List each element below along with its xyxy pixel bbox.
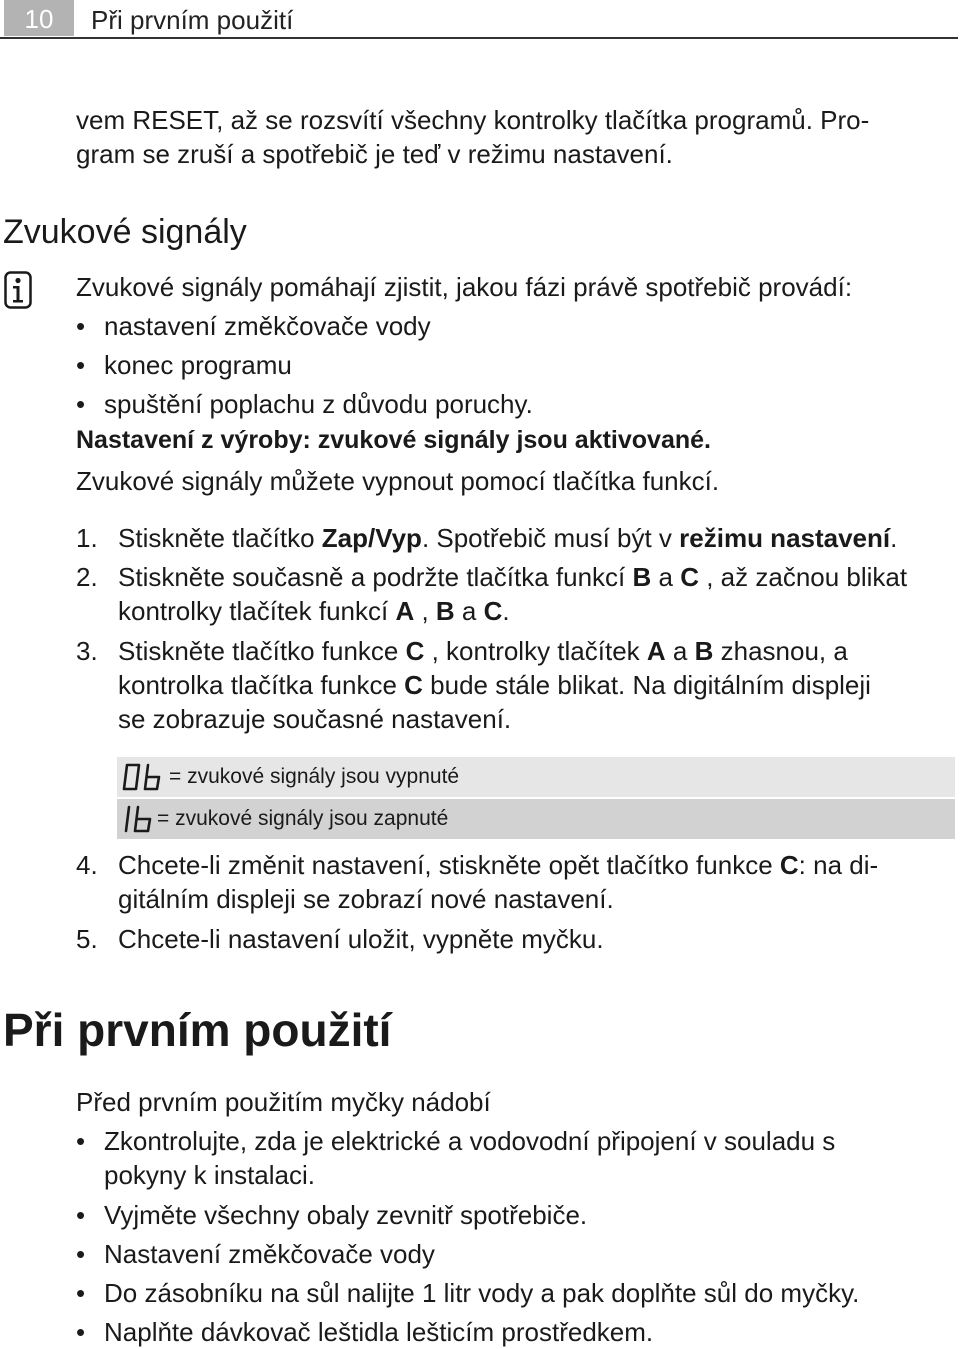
info-icon: [4, 271, 32, 309]
sound-lead: Zvukové signály pomáhají zjistit, jakou fázi právě spotřebič provádí:: [76, 272, 853, 302]
display-code-1b: [121, 805, 157, 833]
sound-bullet-3: spuštění poplachu z důvodu poruchy.: [104, 389, 533, 419]
step-5: Chcete-li nastavení uložit, vypněte myčku.: [118, 924, 604, 954]
bullet-dot: •: [76, 350, 86, 380]
first-use-lead: Před prvním použitím myčky nádobí: [76, 1087, 491, 1117]
display-code-0b: [121, 763, 165, 791]
bullet-dot: •: [76, 1278, 86, 1308]
intro-line-2: gram se zruší a spotřebič je teď v režimu nastavení.: [76, 139, 673, 169]
step-2-line-2: kontrolky tlačítek funkcí A , B a C.: [118, 596, 510, 626]
step-number: 5.: [76, 924, 98, 954]
first-use-bullet-2: Vyjměte všechny obaly zevnitř spotřebiče.: [104, 1200, 588, 1230]
bullet-dot: •: [76, 1126, 86, 1156]
step-1: Stiskněte tlačítko Zap/Vyp. Spotřebič musí být v režimu nastavení.: [118, 523, 898, 553]
page-number: 10: [4, 0, 74, 36]
display-row-text: = zvukové signály jsou zapnuté: [157, 807, 449, 830]
step-number: 3.: [76, 636, 98, 666]
step-number: 1.: [76, 523, 98, 553]
page-header: [0, 0, 960, 42]
section-heading-first-use: Při prvním použití: [3, 1004, 392, 1056]
step-number: 2.: [76, 562, 98, 592]
first-use-bullet-1-line-2: pokyny k instalaci.: [104, 1160, 315, 1190]
section-heading-sound: Zvukové signály: [3, 213, 247, 251]
header-rule: [0, 37, 958, 39]
factory-setting: Nastavení z výroby: zvukové signály jsou aktivované.: [76, 426, 711, 454]
bullet-dot: •: [76, 389, 86, 419]
can-disable-note: Zvukové signály můžete vypnout pomocí tlačítka funkcí.: [76, 466, 720, 496]
step-2-line-1: Stiskněte současně a podržte tlačítka funkcí B a C , až začnou blikat: [118, 562, 908, 592]
first-use-bullet-3: Nastavení změkčovače vody: [104, 1239, 435, 1269]
first-use-bullet-4: Do zásobníku na sůl nalijte 1 litr vody a pak doplňte sůl do myčky.: [104, 1278, 860, 1308]
step-3-line-2: kontrolka tlačítka funkce C bude stále blikat. Na digitálním displeji: [118, 670, 871, 700]
sound-bullet-1: nastavení změkčovače vody: [104, 311, 431, 341]
sound-bullet-2: konec programu: [104, 350, 292, 380]
step-4-line-1: Chcete-li změnit nastavení, stiskněte opět tlačítko funkce C: na di-: [118, 850, 879, 880]
intro-line-1: vem RESET, až se rozsvítí všechny kontrolky tlačítka programů. Pro-: [76, 105, 870, 135]
step-3-line-3: se zobrazuje současné nastavení.: [118, 704, 512, 734]
display-row-off: [117, 757, 955, 797]
step-4-line-2: gitálním displeji se zobrazí nové nastavení.: [118, 884, 614, 914]
bullet-dot: •: [76, 1317, 86, 1347]
first-use-bullet-5: Naplňte dávkovač leštidla lešticím prostředkem.: [104, 1317, 654, 1347]
bullet-dot: •: [76, 1200, 86, 1230]
display-row-text: = zvukové signály jsou vypnuté: [169, 765, 460, 788]
step-3-line-1: Stiskněte tlačítko funkce C , kontrolky tlačítek A a B zhasnou, a: [118, 636, 848, 666]
bullet-dot: •: [76, 311, 86, 341]
step-number: 4.: [76, 850, 98, 880]
bullet-dot: •: [76, 1239, 86, 1269]
first-use-bullet-1-line-1: Zkontrolujte, zda je elektrické a vodovodní připojení v souladu s: [104, 1126, 836, 1156]
header-title: Při prvním použití: [91, 5, 294, 35]
display-row-on: [117, 799, 955, 839]
